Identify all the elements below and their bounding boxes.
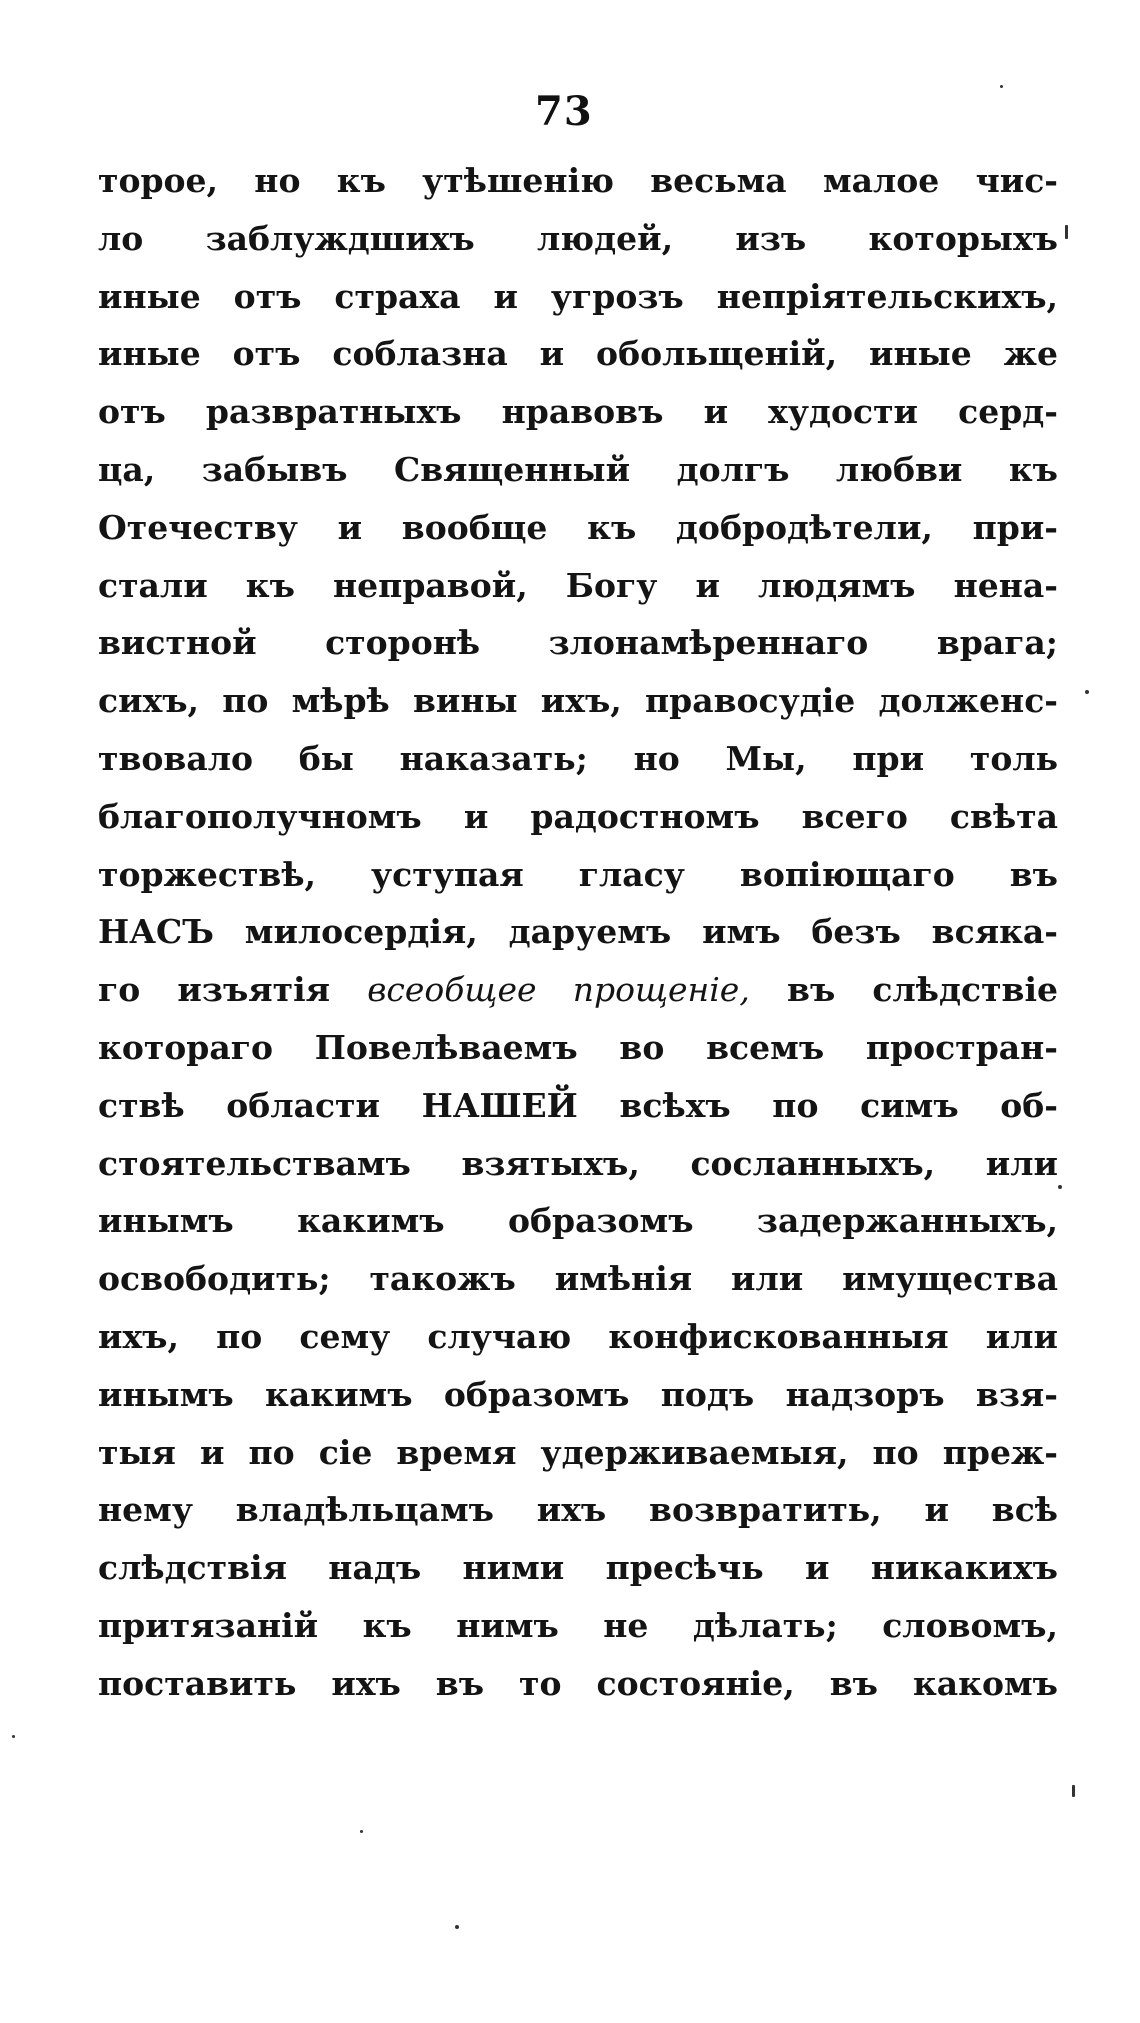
text-line-content: ца, забывъ Священный долгъ любви къ <box>98 449 1058 489</box>
text-line <box>98 499 1058 557</box>
text-line <box>98 846 1058 904</box>
text-line <box>98 557 1058 615</box>
scan-speck <box>1058 1185 1062 1189</box>
text-line-content: стали къ неправой, Богу и людямъ нена- <box>98 565 1058 605</box>
text-line <box>98 730 1058 788</box>
text-line <box>98 614 1058 672</box>
text-line-content: слѣдствія надъ ними пресѣчь и никакихъ <box>98 1548 1058 1588</box>
text-line-content: отъ развратныхъ нравовъ и худости серд- <box>98 392 1058 432</box>
scan-speck <box>1072 1785 1075 1797</box>
text-line <box>98 1077 1058 1135</box>
text-line-content: твовало бы наказать; но Мы, при толь <box>98 738 1058 778</box>
text-line-content: тыя и по сіе время удерживаемыя, по преж- <box>98 1432 1058 1472</box>
scan-speck <box>1065 225 1068 239</box>
text-line-content: ствѣ области НАШЕЙ всѣхъ по симъ об- <box>98 1085 1058 1125</box>
scan-speck <box>1000 85 1003 88</box>
text-line-content: Отечеству и вообще къ добродѣтели, при- <box>98 507 1058 547</box>
text-line-content: инымъ какимъ образомъ подъ надзоръ взя- <box>98 1374 1058 1414</box>
text-line-content: иные отъ страха и угрозъ непріятельскихъ, <box>98 276 1058 316</box>
text-line <box>98 210 1058 268</box>
text-line <box>98 1250 1058 1308</box>
text-line <box>98 1597 1058 1655</box>
text-line-content: притязаній къ нимъ не дѣлать; словомъ, <box>98 1605 1058 1645</box>
text-line-content: вистной сторонѣ злонамѣреннаго врага; <box>98 623 1058 663</box>
text-line-content: иные отъ соблазна и обольщеній, иные же <box>98 334 1058 374</box>
scan-speck <box>360 1830 363 1833</box>
text-line <box>98 1019 1058 1077</box>
emphasized-phrase: всеобщее прощеніе, <box>367 970 750 1010</box>
text-line <box>98 441 1058 499</box>
scan-speck <box>455 1925 459 1929</box>
text-line <box>98 1192 1058 1250</box>
text-line <box>98 152 1058 210</box>
text-line-content: инымъ какимъ образомъ задержанныхъ, <box>98 1201 1058 1241</box>
text-line-content: освободить; такожъ имѣнія или имущества <box>98 1259 1058 1299</box>
text-line <box>98 325 1058 383</box>
text-line <box>98 961 1058 1019</box>
text-line <box>98 672 1058 730</box>
text-line-content: поставить ихъ въ то состояніе, въ какомъ <box>98 1663 1058 1703</box>
page-number: 73 <box>535 88 593 135</box>
text-line <box>98 1539 1058 1597</box>
text-line <box>98 788 1058 846</box>
text-line-content: сихъ, по мѣрѣ вины ихъ, правосудіе долженс- <box>98 681 1058 721</box>
text-line <box>98 1424 1058 1482</box>
body-text <box>98 152 1058 1713</box>
text-line <box>98 903 1058 961</box>
text-line-tail: въ слѣдствіе <box>787 970 1058 1010</box>
text-line-content: торое, но къ утѣшенію весьма малое чис- <box>98 161 1058 200</box>
text-line <box>98 1135 1058 1193</box>
text-line-content: стоятельствамъ взятыхъ, сосланныхъ, или <box>98 1143 1058 1183</box>
text-line-content: НАСЪ милосердія, даруемъ имъ безъ всяка- <box>98 912 1058 952</box>
text-line <box>98 383 1058 441</box>
text-line <box>98 268 1058 326</box>
text-line-content: ло заблуждшихъ людей, изъ которыхъ <box>98 218 1058 258</box>
text-line-content: го изъятія <box>98 970 331 1010</box>
scan-speck <box>12 1735 15 1738</box>
text-line <box>98 1366 1058 1424</box>
text-line-content: нему владѣльцамъ ихъ возвратить, и всѣ <box>98 1490 1058 1530</box>
text-line <box>98 1481 1058 1539</box>
text-line-content: котораго Повелѣваемъ во всемъ простран- <box>98 1027 1058 1067</box>
text-line <box>98 1655 1058 1713</box>
text-line-content: ихъ, по сему случаю конфискованныя или <box>98 1316 1058 1356</box>
scan-speck <box>1085 690 1089 694</box>
text-line-content: благополучномъ и радостномъ всего свѣта <box>98 796 1058 836</box>
text-line-content: торжествѣ, уступая гласу вопіющаго въ <box>98 854 1058 894</box>
text-line <box>98 1308 1058 1366</box>
